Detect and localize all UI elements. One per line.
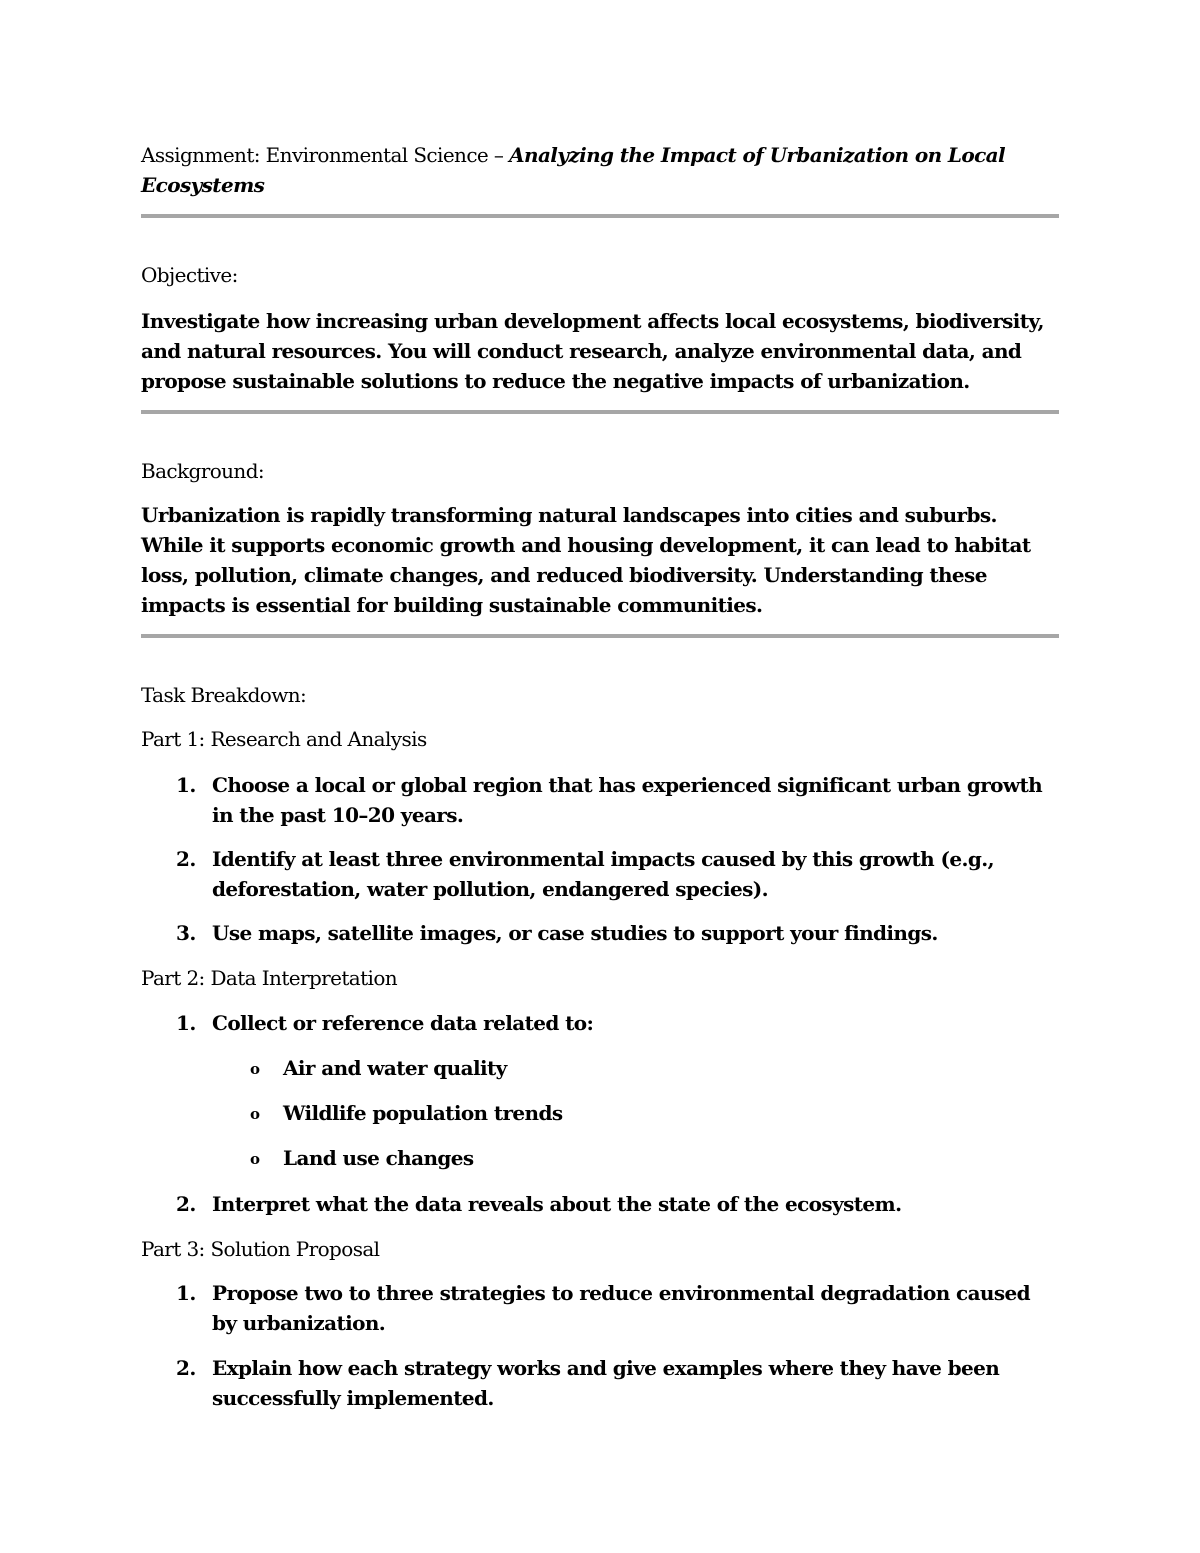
list-item-text: Explain how each strategy works and give examples where they have been successfully implemented. [212, 1356, 1000, 1410]
list-number: 2. [176, 1356, 196, 1380]
list-number: 1. [176, 1281, 196, 1305]
list-item [141, 1278, 1059, 1338]
list-item [141, 1008, 1059, 1173]
bullet-icon: o [250, 1105, 260, 1123]
assignment-title-prefix: Assignment: Environmental Science – [141, 143, 510, 167]
sublist-item-text: Air and water quality [283, 1056, 507, 1080]
background-text: Urbanization is rapidly transforming natural landscapes into cities and suburbs. While it supports economic growth and housing development, it can lead to habitat loss, pollution, climate changes, and reduced biodiversity. Understanding these impacts is essential for building sustainable communities. [141, 503, 1031, 617]
list-item-text: Propose two to three strategies to reduce environmental degradation caused by urbanization. [212, 1281, 1031, 1335]
task-breakdown-label: Task Breakdown: [141, 683, 307, 707]
sublist-item [212, 1143, 1059, 1173]
list-item-text: Collect or reference data related to: [212, 1011, 594, 1035]
sublist-item-text: Wildlife population trends [283, 1101, 563, 1125]
part1-heading: Part 1: Research and Analysis [141, 727, 427, 751]
objective-label: Objective: [141, 263, 238, 287]
assignment-title [141, 140, 1059, 200]
list-item-text: Use maps, satellite images, or case studies to support your findings. [212, 921, 938, 945]
part2-sublist [212, 1053, 1059, 1173]
part3-list [141, 1278, 1059, 1413]
bullet-icon: o [250, 1060, 260, 1078]
list-number: 3. [176, 921, 196, 945]
list-number: 1. [176, 1011, 196, 1035]
part1-list [141, 770, 1059, 948]
list-number: 2. [176, 847, 196, 871]
list-number: 2. [176, 1192, 196, 1216]
list-item [141, 844, 1059, 904]
sublist-item [212, 1098, 1059, 1128]
list-item-text: Interpret what the data reveals about the state of the ecosystem. [212, 1192, 902, 1216]
list-item [141, 770, 1059, 830]
part2-list [141, 1008, 1059, 1219]
list-number: 1. [176, 773, 196, 797]
part2-heading: Part 2: Data Interpretation [141, 966, 398, 990]
part3-heading: Part 3: Solution Proposal [141, 1237, 380, 1261]
background-label: Background: [141, 459, 265, 483]
document-page [141, 140, 1059, 1413]
sublist-item [212, 1053, 1059, 1083]
assignment-title-italic: Analyzing the Impact of Urbanization on Local Ecosystems [141, 143, 1006, 197]
sublist-item-text: Land use changes [283, 1146, 474, 1170]
list-item [141, 1189, 1059, 1219]
list-item [141, 1353, 1059, 1413]
list-item [141, 918, 1059, 948]
bullet-icon: o [250, 1150, 260, 1168]
list-item-text: Choose a local or global region that has experienced significant urban growth in the past 10–20 years. [212, 773, 1043, 827]
objective-text: Investigate how increasing urban development affects local ecosystems, biodiversity, and natural resources. You will conduct research, analyze environmental data, and propose sustainable solutions to reduce the negative impacts of urbanization. [141, 309, 1044, 393]
list-item-text: Identify at least three environmental impacts caused by this growth (e.g., deforestation, water pollution, endangered species). [212, 847, 994, 901]
